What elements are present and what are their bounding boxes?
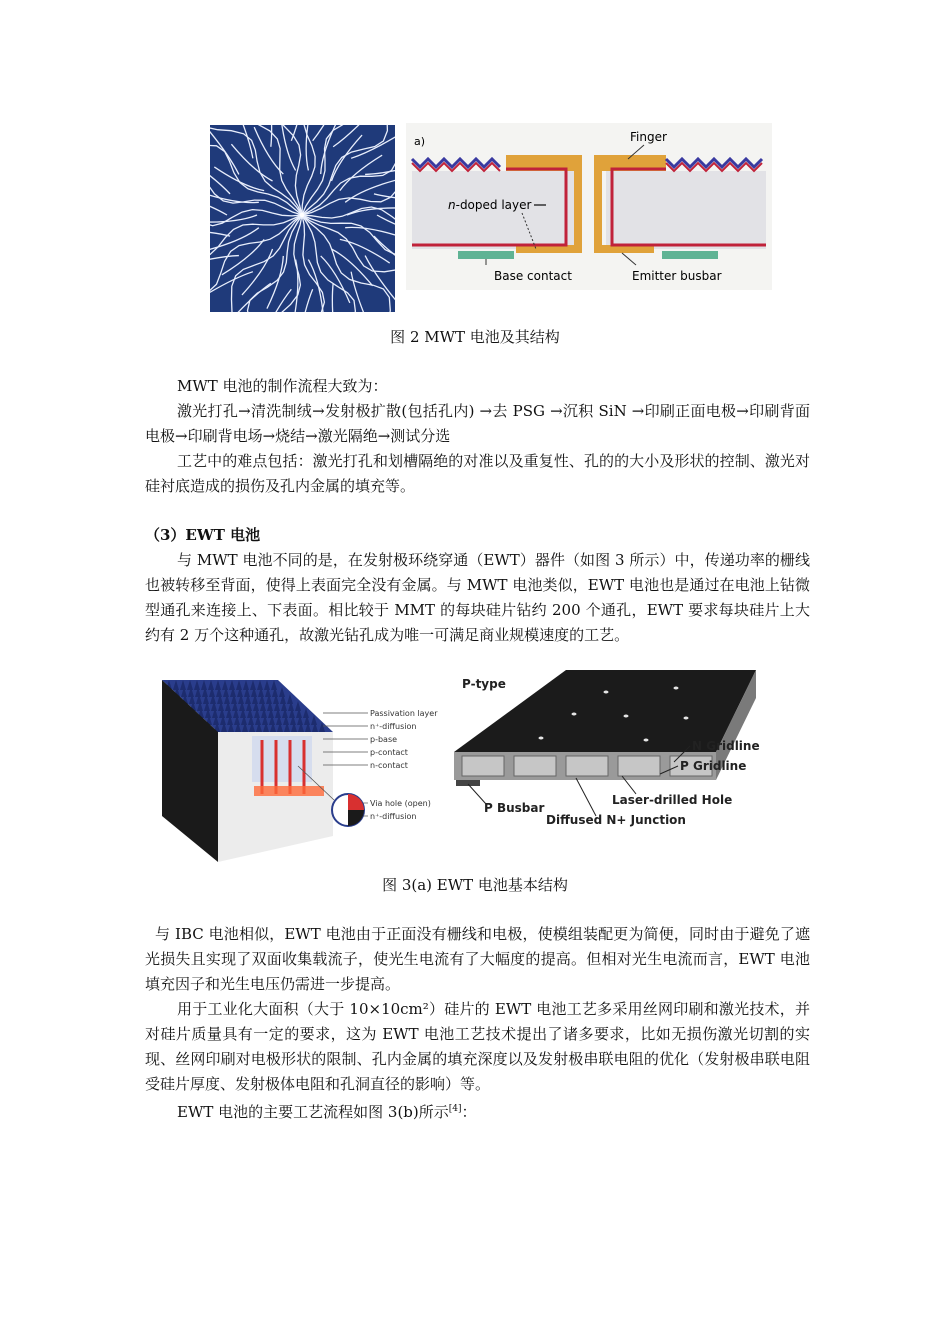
figure2-caption: 图 2 MWT 电池及其结构 <box>390 328 560 346</box>
laser-hole-dot <box>539 737 544 740</box>
mwt-process: 激光打孔→清洗制绒→发射极扩散(包括孔内) →去 PSG →沉积 SiN →印刷正面电极→印刷背面电极→印刷背电场→烧结→激光隔绝→测试分选 <box>145 402 810 445</box>
figure3-caption: 图 3(a) EWT 电池基本结构 <box>382 876 568 894</box>
laser-hole-dot <box>572 713 577 716</box>
mwt-radial-pattern-image <box>210 125 395 312</box>
n-gridline-label: N Gridline <box>692 739 760 753</box>
ptype-label: P-type <box>462 677 506 691</box>
ewt-paragraph-2: 与 IBC 电池相似，EWT 电池由于正面没有栅线和电极，使模组装配更为简便，同时由于避免了遮光损失且实现了双面收集载流子，使光生电流有了大幅度的提高。但相对光生电流而言，EWT 电池填充因子和光生电压仍需进一步提高。 <box>145 925 810 993</box>
laser-hole-dot <box>604 691 609 694</box>
ewt-paragraph-4: EWT 电池的主要工艺流程如图 3(b)所示[4]： <box>177 1103 477 1121</box>
laser-hole-dot <box>644 739 649 742</box>
base-contact-label: Base contact <box>494 269 572 283</box>
cutaway-label: n⁺-diffusion <box>370 722 417 731</box>
cutaway-label: n⁺-diffusion <box>370 812 417 821</box>
ewt-structure-diagram <box>446 668 766 830</box>
panel-label: a) <box>414 135 426 148</box>
mwt-structure-diagram <box>406 123 772 290</box>
p-gridline-label: P Gridline <box>680 759 747 773</box>
silicon-cell-segment <box>566 756 608 776</box>
cutaway-label: Passivation layer <box>370 709 438 718</box>
laser-hole-dot <box>684 717 689 720</box>
laser-hole-dot <box>624 715 629 718</box>
p-busbar-label: P Busbar <box>484 801 545 815</box>
cutaway-label: n-contact <box>370 761 408 770</box>
cutaway-label: p-contact <box>370 748 408 757</box>
ewt-paragraph-3: 用于工业化大面积（大于 10×10cm²）硅片的 EWT 电池工艺多采用丝网印刷和激光技术，并对硅片质量具有一定的要求，这为 EWT 电池工艺技术提出了诸多要求，比如无损伤激光切割的实现、丝网印刷对电极形状的限制、孔内金属的填充深度以及发射极串联电阻的优化（发射极串联电阻受硅片厚度、发射极体电阻和孔洞直径的影响）等。 <box>145 1000 810 1093</box>
mwt-intro: MWT 电池的制作流程大致为： <box>177 377 388 395</box>
emitter-busbar-label: Emitter busbar <box>632 269 722 283</box>
laser-hole-dot <box>674 687 679 690</box>
mwt-difficulty: 工艺中的难点包括：激光打孔和划槽隔绝的对准以及重复性、孔的的大小及形状的控制、激光对硅衬底造成的损伤及孔内金属的填充等。 <box>145 452 810 495</box>
cutaway-label: Via hole (open) <box>370 799 431 808</box>
ewt-paragraph-1: 与 MWT 电池不同的是，在发射极环绕穿通（EWT）器件（如图 3 所示）中，传递功率的栅线也被转移至背面，使得上表面完全没有金属。与 MWT 电池类似，EWT 电池也是通过在电池上钻微型通孔来连接上、下表面。相比较于 MMT 的每块硅片钻约 200 个通孔，EWT 要求每块硅片上大约有 2 万个这种通孔，故激光钻孔成为唯一可满足商业规模速度的工艺。 <box>145 551 810 644</box>
silicon-cell-segment <box>618 756 660 776</box>
laser-hole-label: Laser-drilled Hole <box>612 793 733 807</box>
ewt-heading: （3）EWT 电池 <box>145 526 261 544</box>
ndoped-label: n-doped layer <box>448 198 532 212</box>
finger-label: Finger <box>630 130 667 144</box>
silicon-cell-segment <box>514 756 556 776</box>
cutaway-label: p-base <box>370 735 398 744</box>
silicon-cell-segment <box>462 756 504 776</box>
ewt-cutaway-image <box>158 676 438 864</box>
radial-center <box>299 212 305 218</box>
diffused-junction-label: Diffused N+ Junction <box>546 813 686 827</box>
